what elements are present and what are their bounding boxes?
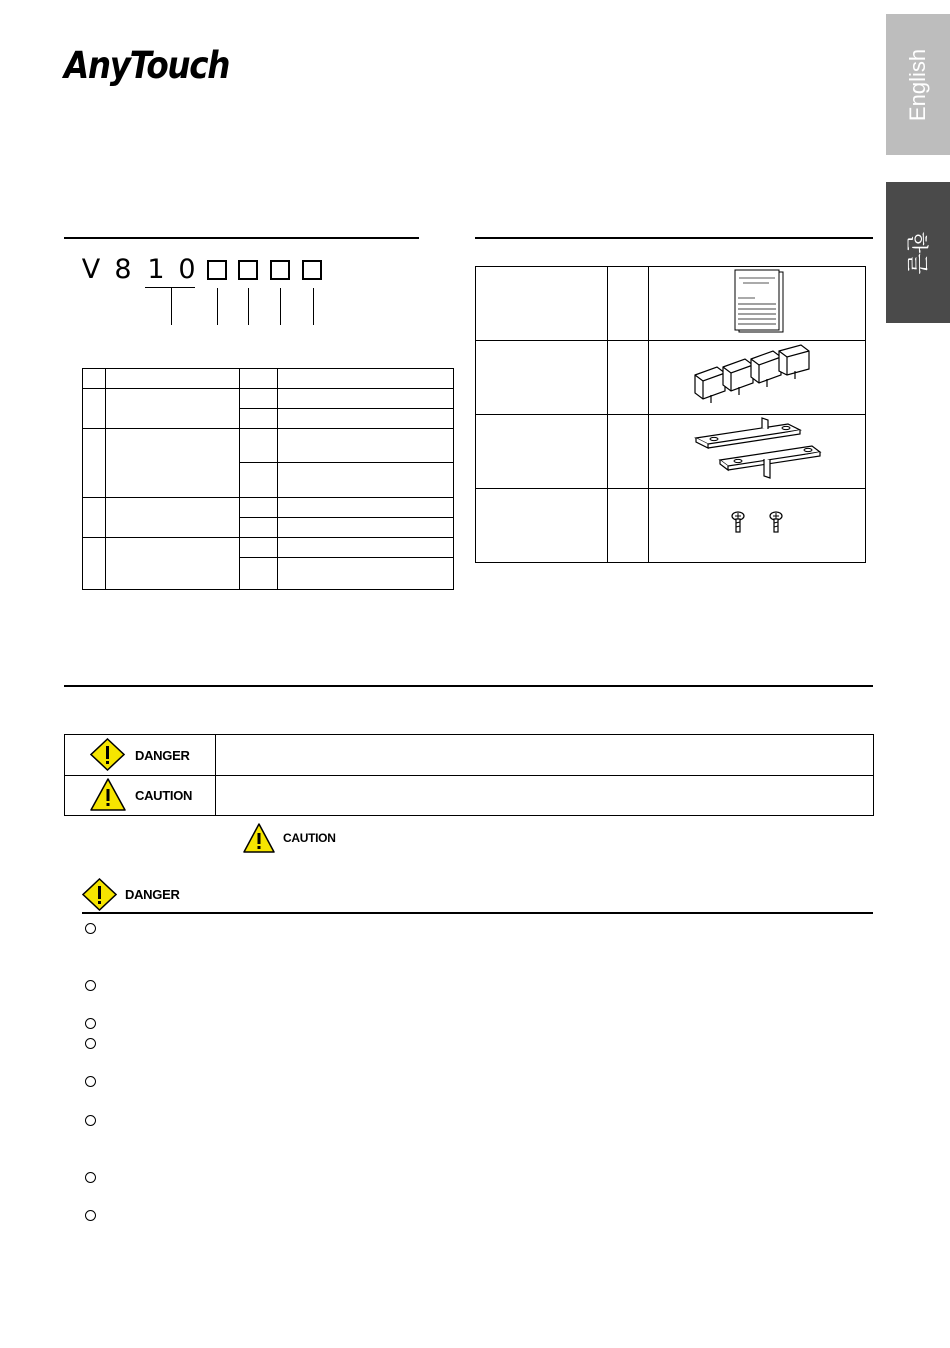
tab-english[interactable] [886,14,950,155]
model-option-box-4 [302,260,322,280]
model-option-box-3 [270,260,290,280]
model-pointer-line [171,288,172,325]
list-bullet [85,1172,96,1183]
table-row [83,429,454,463]
list-bullet [85,1115,96,1126]
tab-korean[interactable] [886,182,950,323]
tab-korean-label: 한글 [904,231,930,274]
screws-icon [722,508,792,538]
mounting-brackets-icon [692,416,822,482]
warning-level-table [64,734,874,816]
list-bullet [85,1018,96,1029]
model-spec-table [82,368,454,590]
model-char-1: 1 [147,254,165,285]
model-char-v: V [81,254,101,285]
caution-label: CAUTION [135,788,193,803]
list-bullet [85,1210,96,1221]
danger-section-rule [82,912,873,914]
model-pointer-line [248,288,249,325]
danger-label: DANGER [135,748,190,763]
clamp-blocks-icon [687,343,827,407]
danger-section-label: DANGER [125,887,180,902]
anytouch-logo: AnyTouch [64,44,230,87]
table-row [83,389,454,409]
caution-note-icon [243,823,275,853]
caution-warning-icon [90,778,126,811]
accessories-section-rule [475,237,873,239]
accessories-table [475,266,866,563]
list-bullet [85,923,96,934]
tab-english-label: English [905,48,930,121]
table-row [476,489,866,563]
list-bullet [85,1038,96,1049]
caution-note-label: CAUTION [283,831,336,845]
model-char-8: 8 [114,254,132,285]
table-row [476,415,866,489]
table-row [476,341,866,415]
danger-row [65,735,873,776]
model-option-box-2 [238,260,258,280]
model-option-box-1 [207,260,227,280]
model-pointer-line [217,288,218,325]
table-row [83,538,454,558]
table-row [476,267,866,341]
caution-row [65,775,873,815]
safety-section-rule [64,685,873,687]
model-section-rule [64,237,419,239]
model-pointer-line [280,288,281,325]
manual-booklet-icon [727,268,787,334]
list-bullet [85,1076,96,1087]
list-bullet [85,980,96,991]
model-pointer-line [313,288,314,325]
danger-warning-icon [90,738,125,771]
table-row [83,498,454,518]
table-row [83,369,454,389]
danger-section-icon [82,878,117,911]
model-size-underline [145,287,195,288]
model-char-0: 0 [178,254,196,285]
